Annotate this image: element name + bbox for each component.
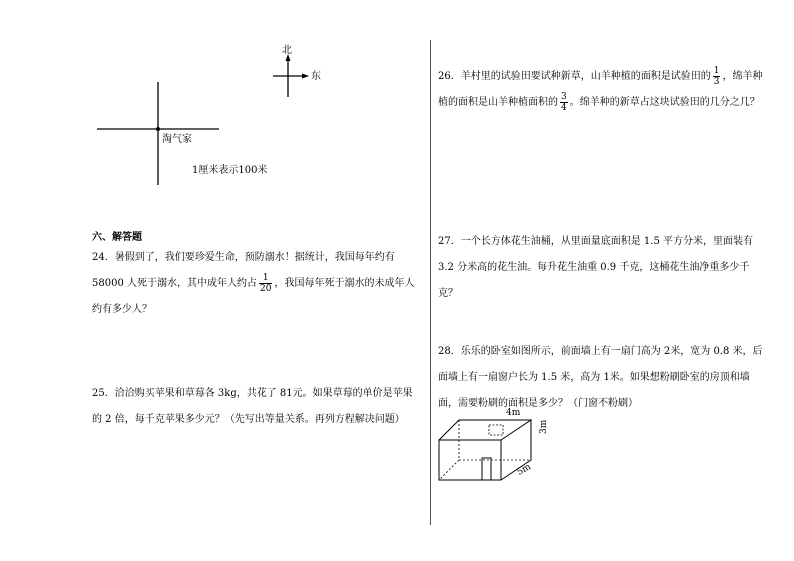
question-26 [438, 64, 768, 116]
q26-text-part1: 26．羊村里的试验田要试种新草，山羊种植的面积是试验田的 [438, 71, 711, 82]
section-title: 六、解答题 [92, 232, 142, 243]
room-front-face [439, 440, 501, 480]
room-height-label: 3m [539, 419, 549, 434]
room-width-label: 5m [515, 462, 533, 478]
room-length-label: 4m [506, 408, 521, 418]
column-divider [430, 40, 431, 525]
q26-fraction-2 [560, 92, 568, 113]
q24-fraction-denominator: 20 [260, 284, 272, 294]
door-icon [482, 458, 491, 480]
scale-label: 1厘米表示100米 [192, 165, 268, 176]
room-hidden-edge-diagonal [439, 460, 459, 480]
question-27: 27．一个长方体花生油桶，从里面量底面积是 1.5 平方分米，里面装有 3.2 分米高的花生油。每升花生油重 0.9 千克，这桶花生油净重多少千克？ [438, 236, 753, 299]
q26-fraction-2-numerator: 3 [561, 92, 567, 102]
east-arrow-icon [302, 74, 309, 79]
room-top-face [439, 420, 531, 440]
window-icon [489, 425, 503, 435]
q26-text-part3: 。绵羊种的新草占这块试验田的几分之几？ [569, 97, 760, 108]
home-point [156, 127, 160, 131]
question-28: 28．乐乐的卧室如图所示，前面墙上有一扇门高为 2米，宽为 0.8 米，后面墙上有一扇窗户长为 1.5 米，高为 1米。如果想粉刷卧室的房顶和墙面，需要粉刷的面积是多少？（门窗不粉刷） [438, 346, 763, 409]
q26-fraction-1-numerator: 1 [713, 66, 720, 76]
q26-fraction-1 [713, 66, 721, 87]
q24-text-part2: ，我国每年死于溺水的未成年人约有多少人？ [92, 278, 415, 315]
question-25: 25．洽洽购买苹果和草莓各 3kg，共花了 81元。如果草莓的单价是苹果的 2 倍，每千克苹果多少元？（先写出等量关系。再列方程解决问题） [92, 388, 413, 425]
q24-text-part1: 24．暑假到了，我们要珍爱生命，预防溺水！据统计，我国每年约有 58000 人死于溺水，其中成年人约占 [92, 252, 395, 289]
question-24 [92, 245, 417, 323]
east-label: 东 [311, 71, 321, 82]
q26-text-part2: ，绵羊种植的面积是山羊种植面积的 [438, 71, 763, 108]
q26-fraction-1-denominator: 3 [713, 77, 720, 87]
room-hidden-edges [459, 420, 531, 460]
q24-fraction [259, 273, 272, 294]
north-label: 北 [282, 45, 292, 56]
q24-fraction-numerator: 1 [262, 273, 269, 283]
home-label: 淘气家 [162, 134, 192, 145]
q26-fraction-2-denominator: 4 [561, 103, 567, 113]
